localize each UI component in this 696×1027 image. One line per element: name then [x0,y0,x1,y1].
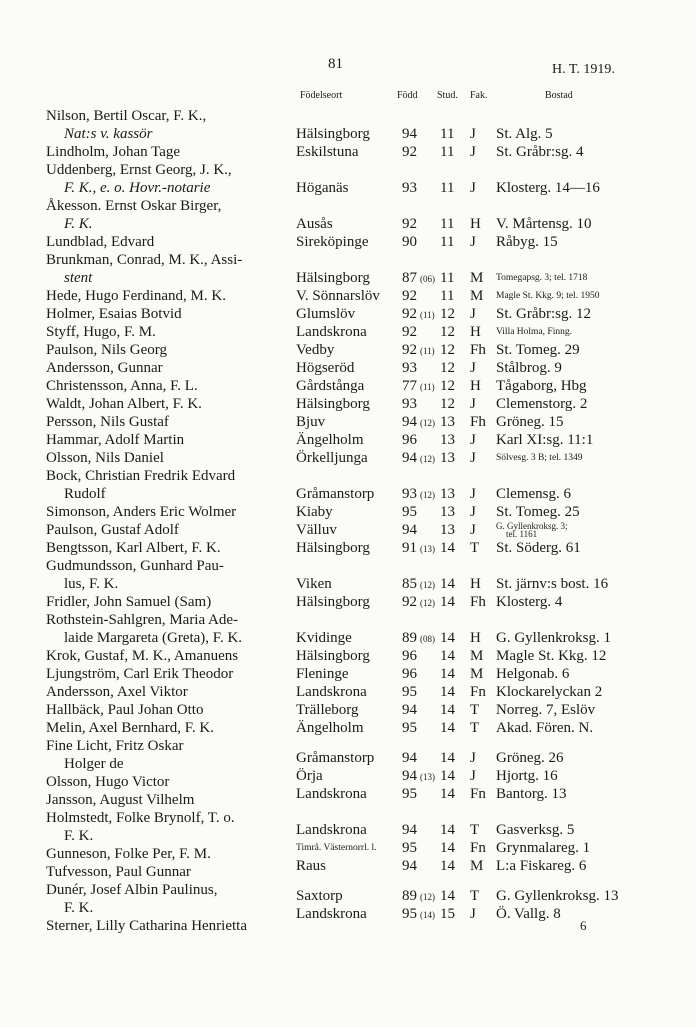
birthplace-cell: Kiaby [296,504,333,520]
table-row [0,215,696,233]
previous-term-cell: (12) [420,490,435,500]
birthplace-cell: Hälsingborg [296,270,370,286]
birthplace-cell: Högseröd [296,360,355,376]
studied-cell: 13 [440,486,455,502]
previous-term-cell: (13) [420,544,435,554]
table-row [0,683,696,701]
studied-cell: 14 [440,750,455,766]
name-line: Andersson, Gunnar [46,360,163,376]
residence-cell: G. Gyllenkroksg. 13 [496,888,619,904]
name-line: Gudmundsson, Gunhard Pau- [46,558,224,574]
table-row [0,647,696,665]
born-cell: 92 [402,144,417,160]
born-cell: 87 [402,270,417,286]
residence-cell: St. Alg. 5 [496,126,553,142]
faculty-cell: J [470,396,476,412]
born-cell: 92 [402,306,417,322]
previous-term-cell: (12) [420,418,435,428]
table-row [0,629,696,647]
faculty-cell: J [470,306,476,322]
page-number: 81 [328,56,343,72]
born-cell: 89 [402,630,417,646]
studied-cell: 13 [440,504,455,520]
faculty-cell: J [470,180,476,196]
residence-cell: Karl XI:sg. 11:1 [496,432,594,448]
residence-cell: Klosterg. 4 [496,594,563,610]
name-line: Ljungström, Carl Erik Theodor [46,666,234,682]
birthplace-cell: Eskilstuna [296,144,359,160]
born-cell: 93 [402,180,417,196]
name-line: F. K. [64,900,94,916]
residence-cell: Klosterg. 14—16 [496,180,600,196]
born-cell: 95 [402,786,417,802]
studied-cell: 14 [440,840,455,856]
table-row [0,125,696,143]
faculty-cell: H [470,630,481,646]
born-cell: 90 [402,234,417,250]
born-cell: 94 [402,522,417,538]
born-cell: 92 [402,324,417,340]
name-line: Hallbäck, Paul Johan Otto [46,702,204,718]
birthplace-cell: Vedby [296,342,335,358]
residence-cell: Hjortg. 16 [496,768,558,784]
previous-term-cell: (12) [420,598,435,608]
born-cell: 95 [402,906,417,922]
name-line: laide Margareta (Greta), F. K. [64,630,243,646]
faculty-cell: H [470,378,481,394]
birthplace-cell: Saxtorp [296,888,343,904]
faculty-cell: J [470,768,476,784]
faculty-cell: H [470,216,481,232]
table-row [0,323,696,341]
studied-cell: 14 [440,630,455,646]
name-line: Andersson, Axel Viktor [46,684,188,700]
table-row [0,749,696,767]
birthplace-cell: Hälsingborg [296,540,370,556]
born-cell: 93 [402,486,417,502]
table-row [0,821,696,839]
residence-cell: Grynmalareg. 1 [496,840,591,856]
born-cell: 89 [402,888,417,904]
name-line: Holmer, Esaias Botvid [46,306,182,322]
faculty-cell: J [470,360,476,376]
studied-cell: 12 [440,378,455,394]
studied-cell: 11 [440,270,455,286]
column-header-born: Född [397,90,418,101]
table-row [0,395,696,413]
studied-cell: 11 [440,288,455,304]
studied-cell: 11 [440,180,455,196]
previous-term-cell: (11) [420,310,435,320]
running-title: H. T. 1919. [552,62,615,77]
column-header-birthplace: Födelseort [300,90,343,101]
residence-cell: Gröneg. 26 [496,750,564,766]
table-row [0,377,696,395]
born-cell: 94 [402,858,417,874]
residence-cell: Bantorg. 13 [496,786,567,802]
faculty-cell: M [470,288,484,304]
birthplace-cell: Hälsingborg [296,594,370,610]
studied-cell: 15 [440,906,455,922]
residence-cell: Clemenstorg. 2 [496,396,588,412]
birthplace-cell: Ängelholm [296,720,364,736]
table-row [0,767,696,785]
studied-cell: 12 [440,306,455,322]
table-row [0,785,696,803]
faculty-cell: J [470,432,476,448]
table-row [0,269,696,287]
born-cell: 93 [402,360,417,376]
birthplace-cell: Ausås [296,216,333,232]
birthplace-cell: Ängelholm [296,432,364,448]
name-line: Rothstein-Sahlgren, Maria Ade- [46,612,239,628]
name-line: Lindholm, Johan Tage [46,144,181,160]
studied-cell: 14 [440,822,455,838]
residence-cell: Helgonab. 6 [496,666,570,682]
previous-term-cell: (08) [420,634,435,644]
birthplace-cell: Sireköpinge [296,234,369,250]
name-line: Rudolf [64,486,106,502]
studied-cell: 14 [440,858,455,874]
studied-cell: 12 [440,324,455,340]
studied-cell: 13 [440,414,455,430]
born-cell: 93 [402,396,417,412]
residence-cell: St. Tomeg. 29 [496,342,580,358]
faculty-cell: M [470,858,484,874]
previous-term-cell: (06) [420,274,435,284]
residence-cell: St. Gråbr:sg. 12 [496,306,591,322]
residence-cell: Ö. Vallg. 8 [496,906,561,922]
name-line: Gunneson, Folke Per, F. M. [46,846,211,862]
birthplace-cell: Örja [296,768,323,784]
studied-cell: 14 [440,786,455,802]
previous-term-cell: (12) [420,580,435,590]
column-header-studied: Stud. [437,90,458,101]
born-cell: 94 [402,450,417,466]
residence-cell: St. Söderg. 61 [496,540,581,556]
faculty-cell: J [470,522,476,538]
name-line: Holmstedt, Folke Brynolf, T. o. [46,810,235,826]
studied-cell: 14 [440,540,455,556]
table-row [0,233,696,251]
faculty-cell: T [470,888,480,904]
studied-cell: 13 [440,432,455,448]
studied-cell: 14 [440,684,455,700]
born-cell: 94 [402,768,417,784]
faculty-cell: Fn [470,684,486,700]
birthplace-cell: Gråmanstorp [296,750,375,766]
name-line: F. K., e. o. Hovr.-notarie [64,180,211,196]
born-cell: 95 [402,504,417,520]
born-cell: 94 [402,414,417,430]
name-line: stent [64,270,93,286]
faculty-cell: M [470,648,484,664]
studied-cell: 13 [440,450,455,466]
name-line: Brunkman, Conrad, M. K., Assi- [46,252,243,268]
name-line: Sterner, Lilly Catharina Henrietta [46,918,247,934]
name-line: Nat:s v. kassör [64,126,153,142]
studied-cell: 13 [440,522,455,538]
studied-cell: 14 [440,666,455,682]
table-row [0,413,696,431]
faculty-cell: T [470,540,480,556]
birthplace-cell: Glumslöv [296,306,356,322]
birthplace-cell: Välluv [296,522,337,538]
faculty-cell: J [470,450,476,466]
studied-cell: 12 [440,396,455,412]
studied-cell: 14 [440,648,455,664]
born-cell: 77 [402,378,417,394]
faculty-cell: Fh [470,414,486,430]
name-line: F. K. [64,828,94,844]
name-line: lus, F. K. [64,576,119,592]
born-cell: 92 [402,342,417,358]
faculty-cell: Fn [470,840,486,856]
name-line: Bengtsson, Karl Albert, F. K. [46,540,221,556]
born-cell: 94 [402,750,417,766]
residence-cell: St. järnv:s bost. 16 [496,576,609,592]
residence-cell: Tågaborg, Hbg [496,378,587,394]
residence-cell: Gröneg. 15 [496,414,564,430]
previous-term-cell: (11) [420,382,435,392]
name-line: Krok, Gustaf, M. K., Amanuens [46,648,239,664]
previous-term-cell: (13) [420,772,435,782]
studied-cell: 11 [440,216,455,232]
birthplace-cell: Örkelljunga [296,450,368,466]
birthplace-cell: Hälsingborg [296,396,370,412]
faculty-cell: T [470,720,480,736]
birthplace-cell: Viken [296,576,332,592]
name-line: Holger de [64,756,124,772]
residence-cell: Stålbrog. 9 [496,360,562,376]
born-cell: 85 [402,576,417,592]
birthplace-cell: Landskrona [296,906,367,922]
born-cell: 94 [402,702,417,718]
table-row [0,857,696,875]
table-row [0,701,696,719]
residence-cell: G. Gyllenkroksg. 1 [496,630,611,646]
name-line: Paulson, Gustaf Adolf [46,522,179,538]
residence-cell: Sölvesg. 3 B; tel. 1349 [496,453,583,463]
faculty-cell: J [470,144,476,160]
table-row [0,179,696,197]
name-line: Uddenberg, Ernst Georg, J. K., [46,162,232,178]
residence-cell: Råbyg. 15 [496,234,558,250]
name-line: Olsson, Nils Daniel [46,450,164,466]
table-row [0,503,696,521]
residence-cell: St. Tomeg. 25 [496,504,580,520]
name-line: Simonson, Anders Eric Wolmer [46,504,237,520]
residence-cell: L:a Fiskareg. 6 [496,858,587,874]
table-row [0,905,696,923]
studied-cell: 14 [440,888,455,904]
residence-cell: Magle St. Kkg. 9; tel. 1950 [496,291,600,301]
name-line: F. K. [64,216,93,232]
studied-cell: 12 [440,342,455,358]
faculty-cell: T [470,702,480,718]
faculty-cell: Fn [470,786,486,802]
birthplace-cell: Trälleborg [296,702,359,718]
faculty-cell: J [470,504,476,520]
table-row [0,575,696,593]
residence-cell: Magle St. Kkg. 12 [496,648,607,664]
studied-cell: 14 [440,576,455,592]
column-header-faculty: Fak. [470,90,488,101]
previous-term-cell: (12) [420,454,435,464]
table-row [0,521,696,539]
name-line: Fine Licht, Fritz Oskar [46,738,184,754]
table-row [0,539,696,557]
table-row [0,341,696,359]
name-line: Waldt, Johan Albert, F. K. [46,396,202,412]
name-line: Tufvesson, Paul Gunnar [46,864,191,880]
born-cell: 92 [402,288,417,304]
name-line: Olsson, Hugo Victor [46,774,170,790]
faculty-cell: J [470,750,476,766]
signature-mark: 6 [580,918,587,933]
table-row [0,593,696,611]
table-row [0,143,696,161]
name-line: Dunér, Josef Albin Paulinus, [46,882,218,898]
birthplace-cell: Landskrona [296,324,367,340]
birthplace-cell: Landskrona [296,822,367,838]
table-row [0,665,696,683]
studied-cell: 11 [440,144,455,160]
birthplace-cell: Landskrona [296,786,367,802]
faculty-cell: J [470,906,476,922]
table-row [0,485,696,503]
birthplace-cell: Kvidinge [296,630,352,646]
faculty-cell: H [470,324,481,340]
residence-cell: Clemensg. 6 [496,486,571,502]
name-line: Hede, Hugo Ferdinand, M. K. [46,288,226,304]
born-cell: 95 [402,720,417,736]
born-cell: 95 [402,684,417,700]
previous-term-cell: (11) [420,346,435,356]
name-line: Fridler, John Samuel (Sam) [46,594,212,610]
residence-cell: Klockarelyckan 2 [496,684,603,700]
residence-cell: Villa Holma, Finng. [496,327,572,337]
residence-cell: G. Gyllenkroksg. 3; [496,521,568,531]
studied-cell: 14 [440,768,455,784]
name-line: Melin, Axel Bernhard, F. K. [46,720,214,736]
faculty-cell: J [470,234,476,250]
name-line: Jansson, August Vilhelm [46,792,195,808]
name-line: Styff, Hugo, F. M. [46,324,156,340]
birthplace-cell: Gråmanstorp [296,486,375,502]
table-row [0,449,696,467]
previous-term-cell: (14) [420,910,435,920]
residence-cell: St. Gråbr:sg. 4 [496,144,584,160]
name-line: Nilson, Bertil Oscar, F. K., [46,108,207,124]
born-cell: 92 [402,216,417,232]
table-row [0,839,696,857]
studied-cell: 14 [440,720,455,736]
faculty-cell: M [470,270,484,286]
table-row [0,887,696,905]
column-header-residence: Bostad [545,90,573,101]
studied-cell: 12 [440,360,455,376]
born-cell: 96 [402,666,417,682]
birthplace-cell: Raus [296,858,326,874]
faculty-cell: M [470,666,484,682]
faculty-cell: J [470,126,476,142]
birthplace-cell: Gårdstånga [296,378,365,394]
birthplace-cell: Timrå. Västernorrl. l. [296,843,377,853]
table-row [0,431,696,449]
birthplace-cell: V. Sönnarslöv [296,288,380,304]
faculty-cell: T [470,822,480,838]
previous-term-cell: (12) [420,892,435,902]
born-cell: 94 [402,822,417,838]
faculty-cell: Fh [470,342,486,358]
residence-cell-line2: tel. 1161 [506,529,538,539]
table-row [0,359,696,377]
birthplace-cell: Landskrona [296,684,367,700]
residence-cell: Gasverksg. 5 [496,822,575,838]
name-line: Christensson, Anna, F. L. [46,378,198,394]
studied-cell: 11 [440,234,455,250]
name-line: Bock, Christian Fredrik Edvard [46,468,236,484]
studied-cell: 14 [440,702,455,718]
birthplace-cell: Hälsingborg [296,648,370,664]
born-cell: 95 [402,840,417,856]
faculty-cell: H [470,576,481,592]
table-row [0,305,696,323]
residence-cell: Tomegapsg. 3; tel. 1718 [496,273,588,283]
born-cell: 94 [402,126,417,142]
born-cell: 96 [402,648,417,664]
table-row [0,719,696,737]
faculty-cell: J [470,486,476,502]
born-cell: 92 [402,594,417,610]
name-line: Persson, Nils Gustaf [46,414,169,430]
table-row [0,287,696,305]
birthplace-cell: Bjuv [296,414,326,430]
birthplace-cell: Hälsingborg [296,126,370,142]
residence-cell: V. Mårtensg. 10 [496,216,592,232]
birthplace-cell: Höganäs [296,180,349,196]
name-line: Åkesson. Ernst Oskar Birger, [46,198,222,214]
studied-cell: 11 [440,126,455,142]
name-line: Hammar, Adolf Martin [46,432,185,448]
studied-cell: 14 [440,594,455,610]
born-cell: 91 [402,540,417,556]
birthplace-cell: Fleninge [296,666,349,682]
residence-cell: Norreg. 7, Eslöv [496,702,596,718]
name-line: Paulson, Nils Georg [46,342,167,358]
residence-cell: Akad. Fören. N. [496,720,594,736]
faculty-cell: Fh [470,594,486,610]
name-line: Lundblad, Edvard [46,234,155,250]
born-cell: 96 [402,432,417,448]
